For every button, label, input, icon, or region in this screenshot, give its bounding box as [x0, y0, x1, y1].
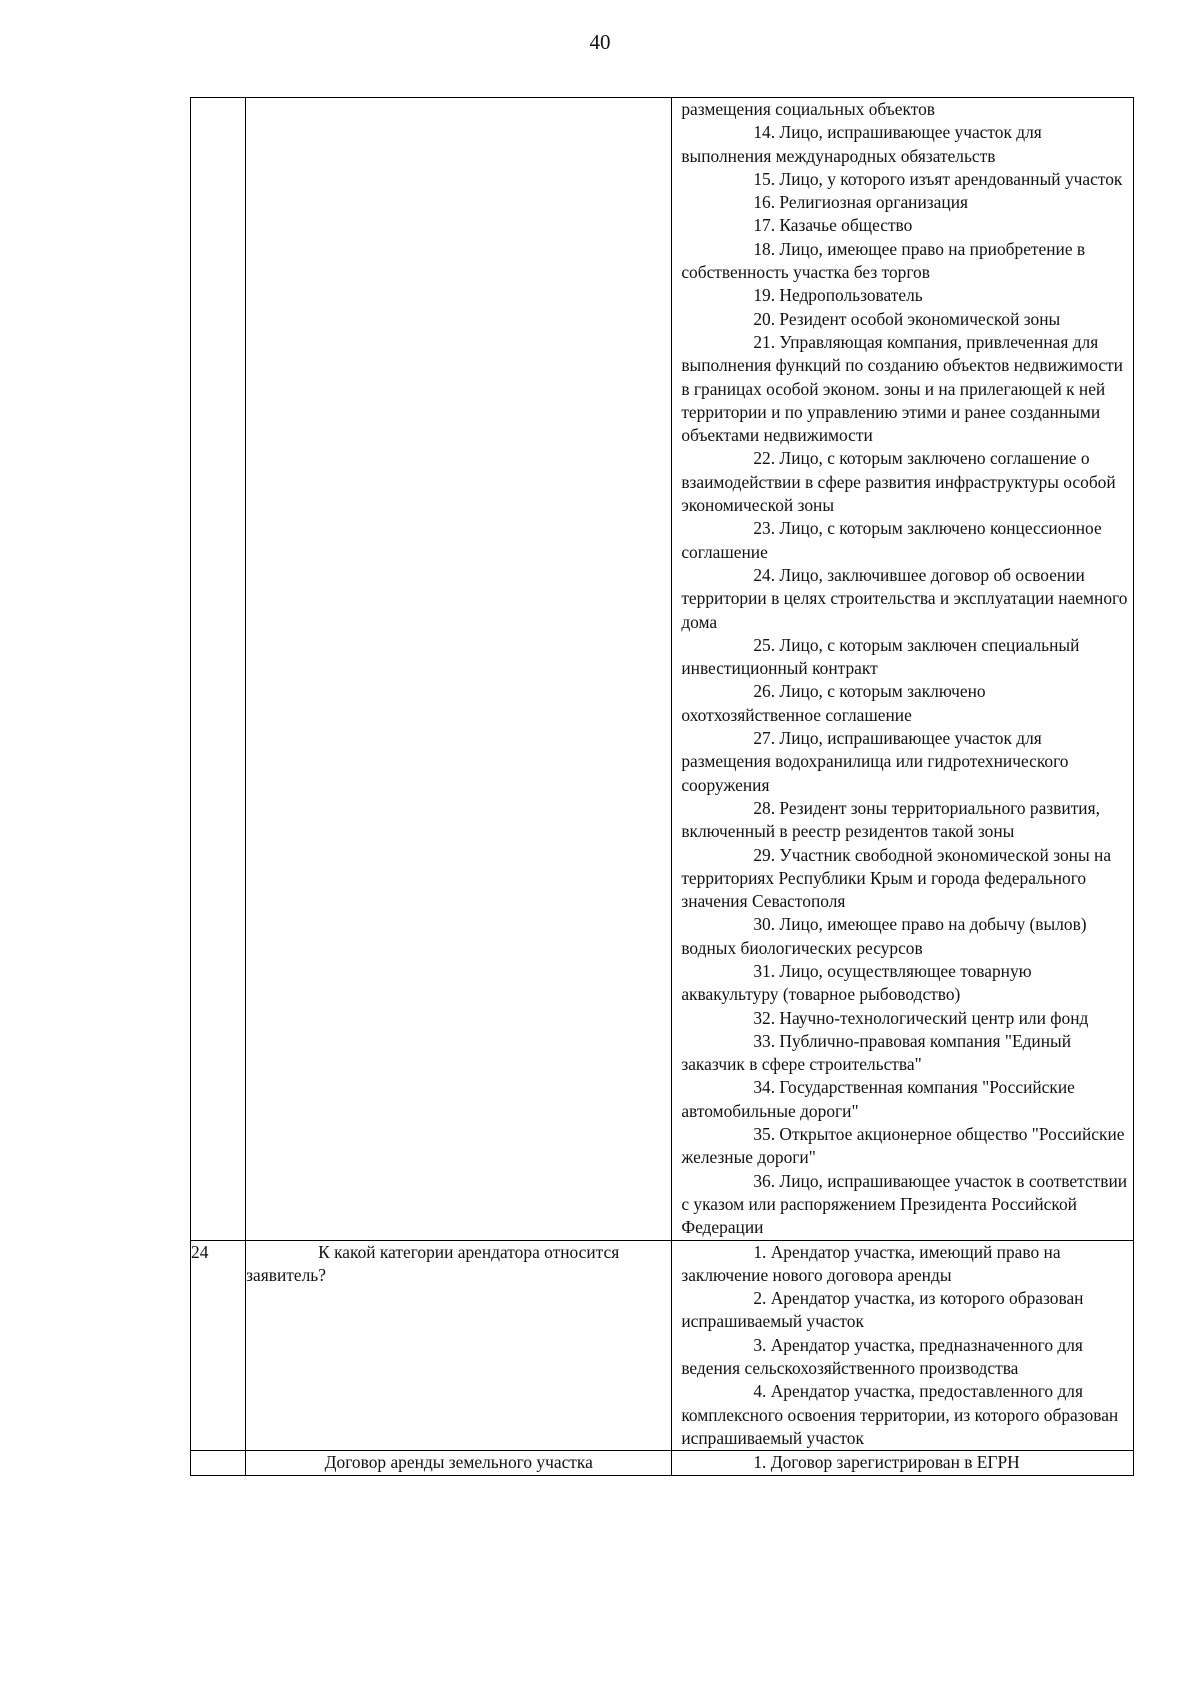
option-item: 1. Арендатор участка, имеющий право на заключение нового договора аренды [681, 1241, 1061, 1285]
table-row [191, 1451, 1134, 1475]
option-item: 31. Лицо, осуществляющее товарную аквакультуру (товарное рыбоводство) [681, 960, 1032, 1005]
question-cell: Договор аренды земельного участка [246, 1451, 672, 1475]
option-item: 21. Управляющая компания, привлеченная для выполнения функций по созданию объектов недвижимости в границах особой эконом. зоны и на прилегающей к ней территории и по управлению этими и ранее созданными объектами недвижимости [681, 331, 1123, 446]
page-number: 40 [589, 30, 611, 54]
option-item: 15. Лицо, у которого изъят арендованный участок [753, 168, 1123, 189]
row-number-cell [191, 98, 246, 1241]
options-cell [672, 1451, 1134, 1475]
row-number-cell: 24 [191, 1240, 246, 1451]
option-item: 26. Лицо, с которым заключено охотхозяйственное соглашение [681, 681, 986, 725]
option-item: 32. Научно-технологический центр или фонд [753, 1007, 1089, 1028]
question-cell [246, 1240, 672, 1451]
options-cell [672, 1240, 1134, 1451]
option-item: 20. Резидент особой экономической зоны [753, 308, 1061, 329]
option-item: 16. Религиозная организация [753, 192, 968, 213]
option-item: 27. Лицо, испрашивающее участок для размещения водохранилища или гидротехнического сооружения [681, 728, 1069, 795]
option-item: 4. Арендатор участка, предоставленного для комплексного освоения территории, из которого образован испрашиваемый участок [681, 1381, 1119, 1448]
option-item: 18. Лицо, имеющее право на приобретение в собственность участка без торгов [681, 238, 1086, 283]
option-item: 35. Открытое акционерное общество "Российские железные дороги" [681, 1124, 1125, 1168]
option-item: 19. Недропользователь [753, 285, 923, 306]
option-item: 36. Лицо, испрашивающее участок в соответствии с указом или распоряжением Президента Российской Федерации [681, 1170, 1128, 1238]
questionnaire-table [190, 97, 1134, 1476]
option-item: 3. Арендатор участка, предназначенного для ведения сельскохозяйственного производства [681, 1334, 1083, 1379]
option-item: 1. Договор зарегистрирован в ЕГРН [753, 1452, 1020, 1473]
table-row [191, 1240, 1134, 1451]
table-row [191, 98, 1134, 1241]
question-text: К какой категории арендатора относится заявитель? [246, 1241, 620, 1285]
option-item: 33. Публично-правовая компания "Единый заказчик в сфере строительства" [681, 1030, 1072, 1075]
option-item: 25. Лицо, с которым заключен специальный инвестиционный контракт [681, 634, 1080, 679]
option-item: 22. Лицо, с которым заключено соглашение о взаимодействии в сфере развития инфраструктуры особой экономической зоны [681, 448, 1116, 516]
row-number-cell [191, 1451, 246, 1475]
option-item: 17. Казачье общество [753, 215, 913, 236]
option-item: 2. Арендатор участка, из которого образован испрашиваемый участок [681, 1288, 1084, 1332]
option-item: 30. Лицо, имеющее право на добычу (вылов) водных биологических ресурсов [681, 914, 1087, 958]
option-item: 23. Лицо, с которым заключено концессионное соглашение [681, 518, 1102, 562]
option-item: 34. Государственная компания "Российские автомобильные дороги" [681, 1077, 1075, 1121]
question-cell [246, 98, 672, 1241]
options-cell [672, 98, 1134, 1241]
option-item: 24. Лицо, заключившее договор об освоении территории в целях строительства и эксплуатации наемного дома [681, 564, 1128, 632]
option-item: 29. Участник свободной экономической зоны на территориях Республики Крым и города федерального значения Севастополя [681, 844, 1112, 912]
option-continuation: размещения социальных объектов [681, 99, 936, 119]
option-item: 14. Лицо, испрашивающее участок для выполнения международных обязательств [681, 122, 1042, 166]
option-item: 28. Резидент зоны территориального развития, включенный в реестр резидентов такой зоны [681, 797, 1100, 842]
